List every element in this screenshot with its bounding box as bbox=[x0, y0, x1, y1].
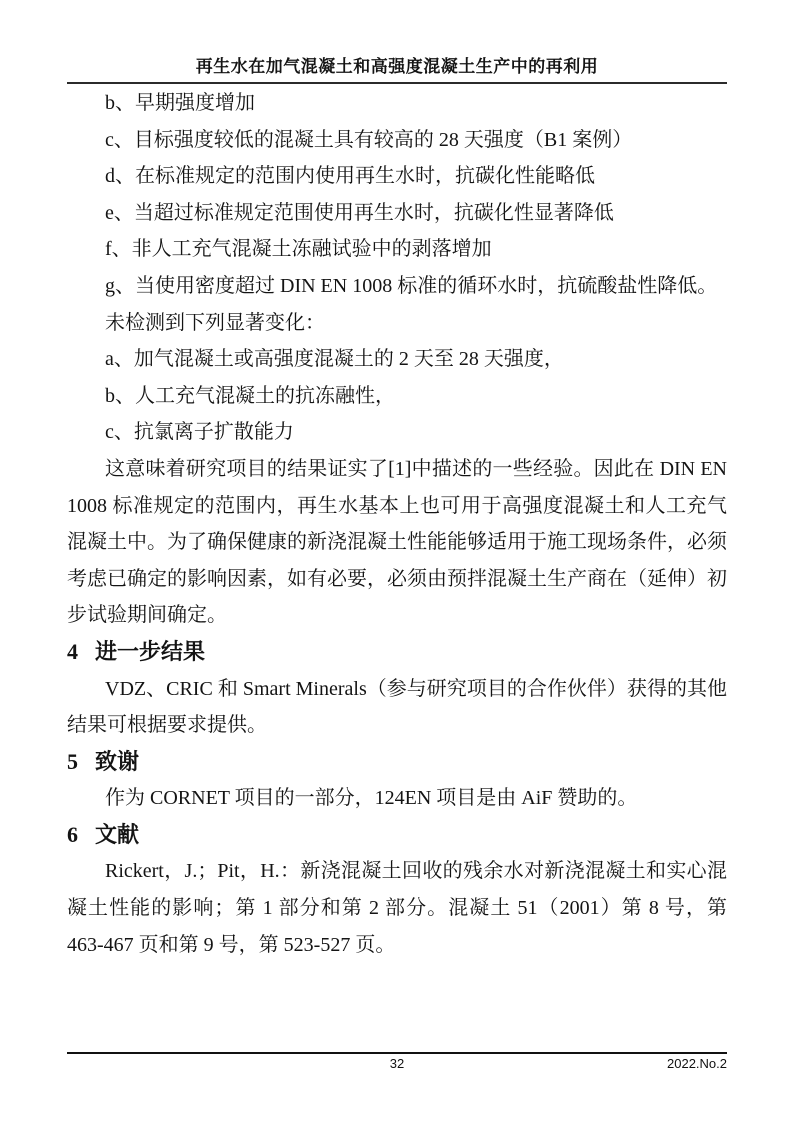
document-body bbox=[67, 85, 727, 963]
item-marker: g、 bbox=[105, 274, 135, 297]
item-text: 人工充气混凝土的抗冻融性， bbox=[135, 384, 395, 407]
section-4-paragraph: VDZ、CRIC 和 Smart Minerals（参与研究项目的合作伙伴）获得的其他结果可根据要求提供。 bbox=[67, 677, 727, 737]
item-text: 加气混凝土或高强度混凝土的 2 天至 28 天强度， bbox=[133, 348, 564, 371]
item-text: 在标准规定的范围内使用再生水时，抗碳化性能略低 bbox=[135, 165, 595, 188]
item-text: 当使用密度超过 DIN EN 1008 标准的循环水时，抗硫酸盐性降低。 bbox=[135, 274, 718, 297]
no-change-item-b bbox=[67, 378, 727, 415]
item-text: 目标强度较低的混凝土具有较高的 28 天强度（B1 案例） bbox=[133, 128, 633, 151]
section-heading-5 bbox=[67, 744, 727, 781]
item-text: 早期强度增加 bbox=[135, 92, 255, 114]
section-number: 4 bbox=[67, 638, 78, 664]
no-change-item-c bbox=[67, 414, 727, 451]
finding-item-g bbox=[67, 268, 727, 305]
section-number: 5 bbox=[67, 748, 78, 774]
section-title: 进一步结果 bbox=[95, 638, 206, 664]
no-change-item-a bbox=[67, 341, 727, 378]
summary-paragraph: 这意味着研究项目的结果证实了[1]中描述的一些经验。因此在 DIN EN 1008 标准规定的范围内，再生水基本上也可用于高强度混凝土和人工充气混凝土中。为了确保健康的新浇混凝土性能能够适用于施工现场条件，必须考虑已确定的影响因素，如有必要，必须由预拌混凝土生产商在（延伸）初步试验期间确定。 bbox=[67, 457, 727, 627]
issue-label: 2022.No.2 bbox=[667, 1056, 727, 1071]
page-footer bbox=[67, 1052, 727, 1076]
item-text: 当超过标准规定范围使用再生水时，抗碳化性显著降低 bbox=[133, 201, 614, 224]
section-heading-6 bbox=[67, 817, 727, 854]
section-title: 文献 bbox=[95, 821, 140, 847]
no-change-intro: 未检测到下列显著变化： bbox=[105, 311, 325, 334]
finding-item-b bbox=[67, 85, 727, 122]
running-title: 再生水在加气混凝土和高强度混凝土生产中的再利用 bbox=[195, 57, 599, 76]
item-text: 抗氯离子扩散能力 bbox=[133, 421, 294, 444]
finding-item-d bbox=[67, 158, 727, 195]
item-marker: c、 bbox=[105, 421, 134, 444]
item-marker: f、 bbox=[105, 238, 132, 261]
item-marker: a、 bbox=[105, 348, 134, 371]
section-heading-4 bbox=[67, 634, 727, 671]
finding-item-c bbox=[67, 122, 727, 159]
section-title: 致谢 bbox=[95, 748, 140, 774]
item-text: 非人工充气混凝土冻融试验中的剥落增加 bbox=[131, 238, 492, 261]
section-5-paragraph: 作为 CORNET 项目的一部分，124EN 项目是由 AiF 赞助的。 bbox=[105, 787, 638, 810]
item-marker: c、 bbox=[105, 128, 134, 151]
page-header bbox=[67, 56, 727, 84]
item-marker: e、 bbox=[105, 201, 134, 224]
finding-item-f bbox=[67, 231, 727, 268]
page-number: 32 bbox=[389, 1056, 405, 1071]
item-marker: b、 bbox=[105, 92, 135, 114]
footer-row bbox=[67, 1056, 727, 1076]
finding-item-e bbox=[67, 195, 727, 232]
section-number: 6 bbox=[67, 821, 78, 847]
item-marker: d、 bbox=[105, 165, 135, 188]
item-marker: b、 bbox=[105, 384, 135, 407]
section-6-paragraph: Rickert，J.；Pit，H.：新浇混凝土回收的残余水对新浇混凝土和实心混凝土性能的影响；第 1 部分和第 2 部分。混凝土 51（2001）第 8 号，第 463-467 页和第 9 号，第 523-527 页。 bbox=[67, 860, 727, 956]
